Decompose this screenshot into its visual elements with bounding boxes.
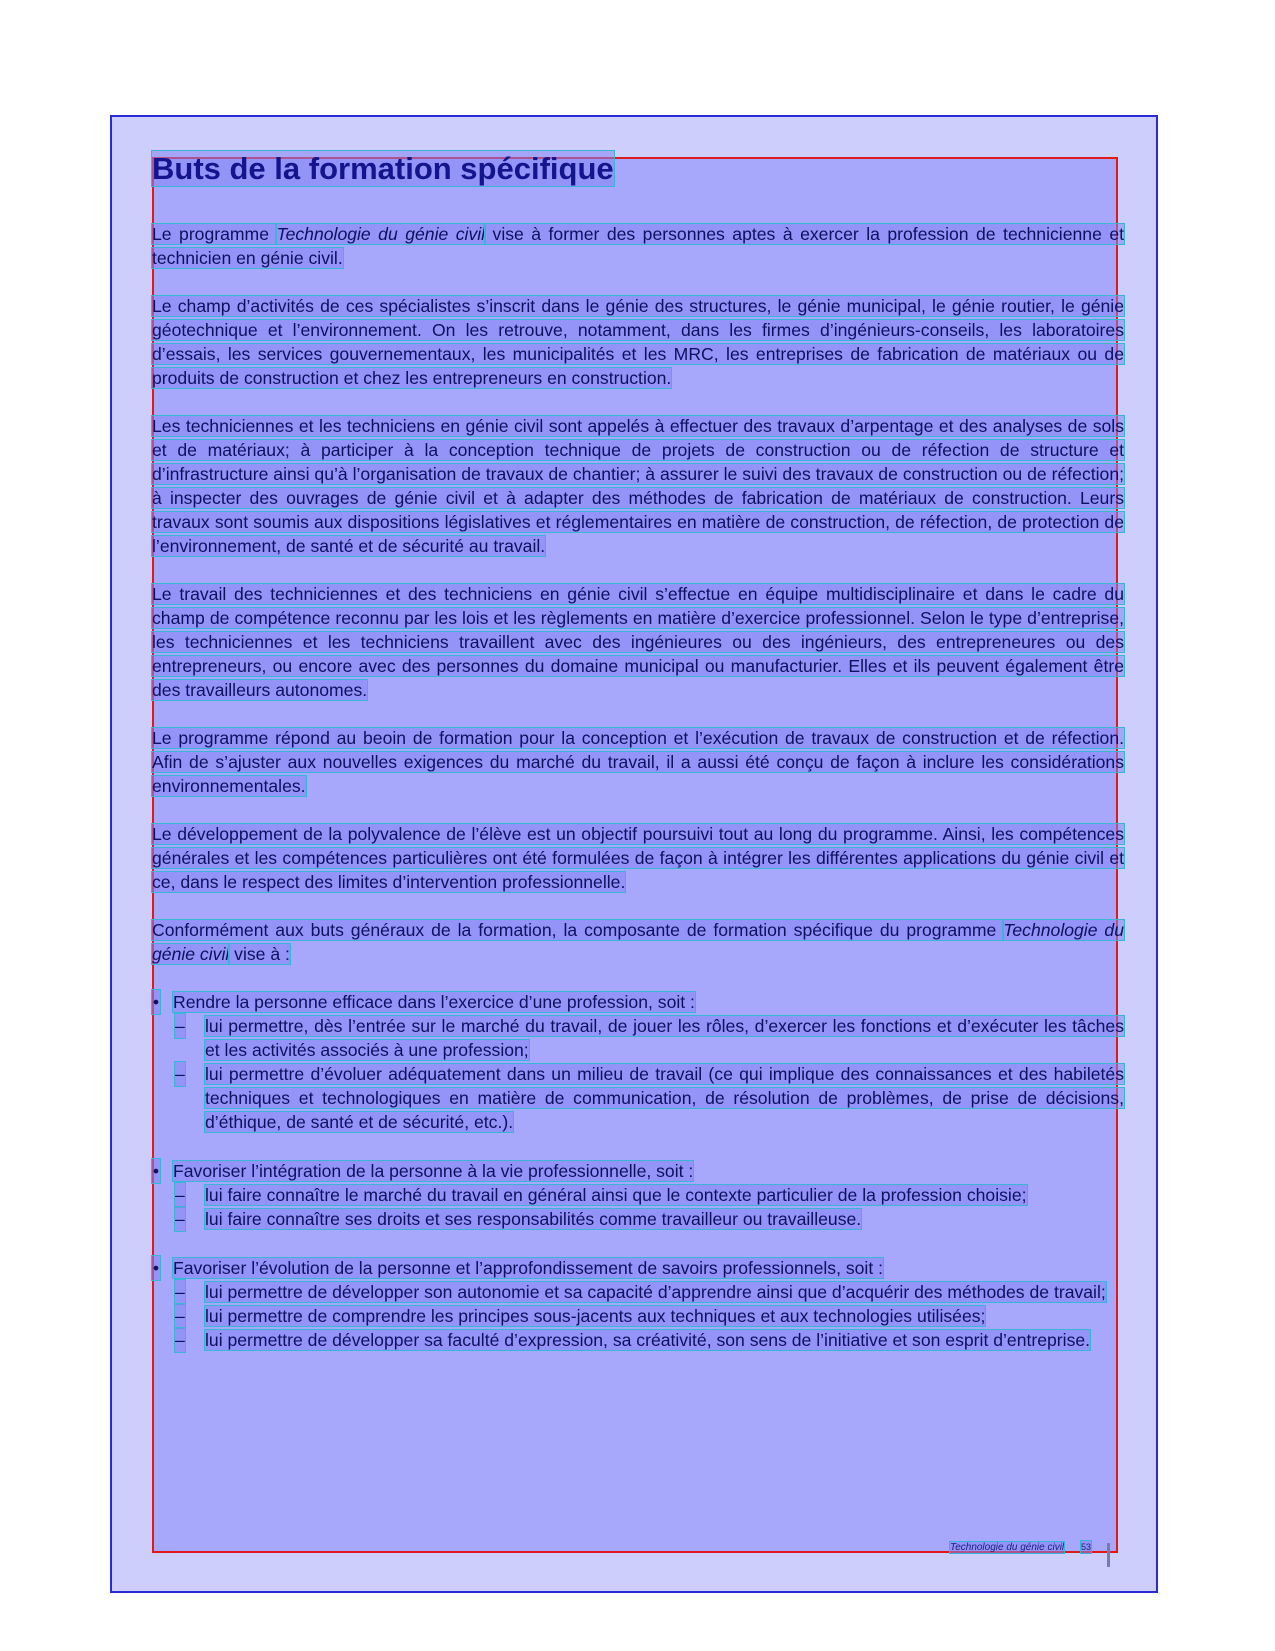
paragraph-goals-intro <box>152 918 1124 966</box>
goal-sub-text: lui faire connaître ses droits et ses responsabilités comme travailleur ou travailleuse. <box>205 1209 862 1229</box>
program-name: Technologie du génie civil <box>152 920 1125 964</box>
bullet-icon: • <box>152 1258 160 1278</box>
goal-sub-item <box>152 1207 1124 1231</box>
goal-item <box>152 1159 1124 1183</box>
paragraph-text: Le travail des techniciennes et des techniciens en génie civil s’effectue en équipe multidisciplinaire et dans le cadre du champ de compétence reconnu par les lois et les règlements en matière d’exercice professionnel. Selon le type d’entreprise, les techniciennes et les techniciens travaillent avec des ingénieures ou des ingénieurs, des entrepreneures ou des entrepreneurs, ou encore avec des personnes du domaine municipal ou manufacturier. Elles et ils peuvent également être des travailleurs autonomes. <box>152 584 1124 700</box>
goal-sub-text: lui permettre d’évoluer adéquatement dans un milieu de travail (ce qui implique des connaissances et des habiletés techniques et technologiques en matière de communication, de résolution de problèmes, de prise de décisions, d’éthique, de santé et de sécurité, etc.). <box>205 1064 1124 1132</box>
program-name: Technologie du génie civil <box>276 224 486 244</box>
goal-sub-text: lui permettre de développer son autonomie et sa capacité d’apprendre ainsi que d’acquérir des méthodes de travail; <box>205 1282 1106 1302</box>
goal-sub-item <box>152 1304 1124 1328</box>
goal-sub-item <box>152 1062 1124 1134</box>
page-footer <box>950 1541 1091 1554</box>
paragraph-versatility <box>152 822 1124 894</box>
goal-sub-item <box>152 1014 1124 1062</box>
paragraph-intro <box>152 222 1124 270</box>
dash-icon: – <box>175 1064 185 1084</box>
goal-text: Favoriser l’évolution de la personne et l’approfondissement de savoirs professionnels, soit : <box>173 1258 883 1278</box>
page-title: Buts de la formation spécifique <box>152 151 614 186</box>
goal-block <box>152 990 1124 1134</box>
page-number: 53 <box>1080 1542 1091 1552</box>
dash-icon: – <box>175 1306 185 1326</box>
bullet-icon: • <box>152 992 160 1012</box>
goal-text: Rendre la personne efficace dans l’exercice d’une profession, soit : <box>173 992 695 1012</box>
goal-item <box>152 990 1124 1014</box>
paragraph-intro-before: Le programme <box>152 224 277 244</box>
dash-icon: – <box>175 1209 185 1229</box>
dash-icon: – <box>175 1016 185 1036</box>
paragraph-text: Le programme répond au beoin de formation pour la conception et l’exécution de travaux de construction et de réfection. Afin de s’ajuster aux nouvelles exigences du marché du travail, il a aussi été conçu de façon à inclure les considérations environnementales. <box>152 728 1124 796</box>
dash-icon: – <box>175 1185 185 1205</box>
goal-sub-text: lui permettre de comprendre les principes sous-jacents aux techniques et aux technologies utilisées; <box>205 1306 986 1326</box>
paragraph-text: Le champ d’activités de ces spécialistes s’inscrit dans le génie des structures, le génie municipal, le génie routier, le génie géotechnique et l’environnement. On les retrouve, notamment, dans les firmes d’ingénieurs-conseils, les laboratoires d’essais, les services gouvernementaux, les municipalités et les MRC, les entreprises de fabrication de matériaux ou de produits de construction et chez les entrepreneurs en construction. <box>152 296 1124 388</box>
goal-item <box>152 1256 1124 1280</box>
paragraph-field-of-activity <box>152 294 1124 390</box>
paragraph-intro-after: vise à former des personnes aptes à exercer la profession de technicienne et technicien en génie civil. <box>152 224 1124 268</box>
paragraph-duties <box>152 414 1124 558</box>
goal-block <box>152 1159 1124 1231</box>
footer-program-name: Technologie du génie civil <box>950 1542 1065 1553</box>
title-container <box>152 150 1124 188</box>
paragraph-text: Le développement de la polyvalence de l’élève est un objectif poursuivi tout au long du programme. Ainsi, les compétences générales et les compétences particulières ont été formulées de façon à intégrer les différentes applications du génie civil et ce, dans le respect des limites d’intervention professionnelle. <box>152 824 1124 892</box>
goal-sub-text: lui faire connaître le marché du travail en général ainsi que le contexte particulier de la profession choisie; <box>205 1185 1027 1205</box>
paragraph-goals-after: vise à : <box>229 944 290 964</box>
dash-icon: – <box>175 1330 185 1350</box>
footer-marker <box>1107 1543 1110 1567</box>
paragraph-text: Les techniciennes et les techniciens en génie civil sont appelés à effectuer des travaux d’arpentage et des analyses de sols et de matériaux; à participer à la conception technique de projets de construction ou de réfection de structure et d’infrastructure ainsi qu’à l’organisation de travaux de chantier; à assurer le suivi des travaux de construction ou de réfection; à inspecter des ouvrages de génie civil et à adapter des méthodes de fabrication de matériaux de construction. Leurs travaux sont soumis aux dispositions législatives et réglementaires en matière de construction, de réfection, de protection de l’environnement, de santé et de sécurité au travail. <box>152 416 1124 556</box>
goal-sub-text: lui permettre, dès l’entrée sur le marché du travail, de jouer les rôles, d’exercer les fonctions et d’exécuter les tâches et les activités associés à une profession; <box>205 1016 1124 1060</box>
goal-block <box>152 1256 1124 1352</box>
paragraph-goals-before: Conformément aux buts généraux de la formation, la composante de formation spécifique du programme <box>152 920 1004 940</box>
paragraph-needs <box>152 726 1124 798</box>
goal-sub-text: lui permettre de développer sa faculté d’expression, sa créativité, son sens de l’initiative et son esprit d’entreprise. <box>205 1330 1091 1350</box>
goal-sub-item <box>152 1280 1124 1304</box>
bullet-icon: • <box>152 1161 160 1181</box>
goal-sub-item <box>152 1183 1124 1207</box>
paragraph-teamwork <box>152 582 1124 702</box>
goal-sub-item <box>152 1328 1124 1352</box>
dash-icon: – <box>175 1282 185 1302</box>
goal-text: Favoriser l’intégration de la personne à la vie professionnelle, soit : <box>173 1161 694 1181</box>
document-body <box>152 150 1124 1377</box>
